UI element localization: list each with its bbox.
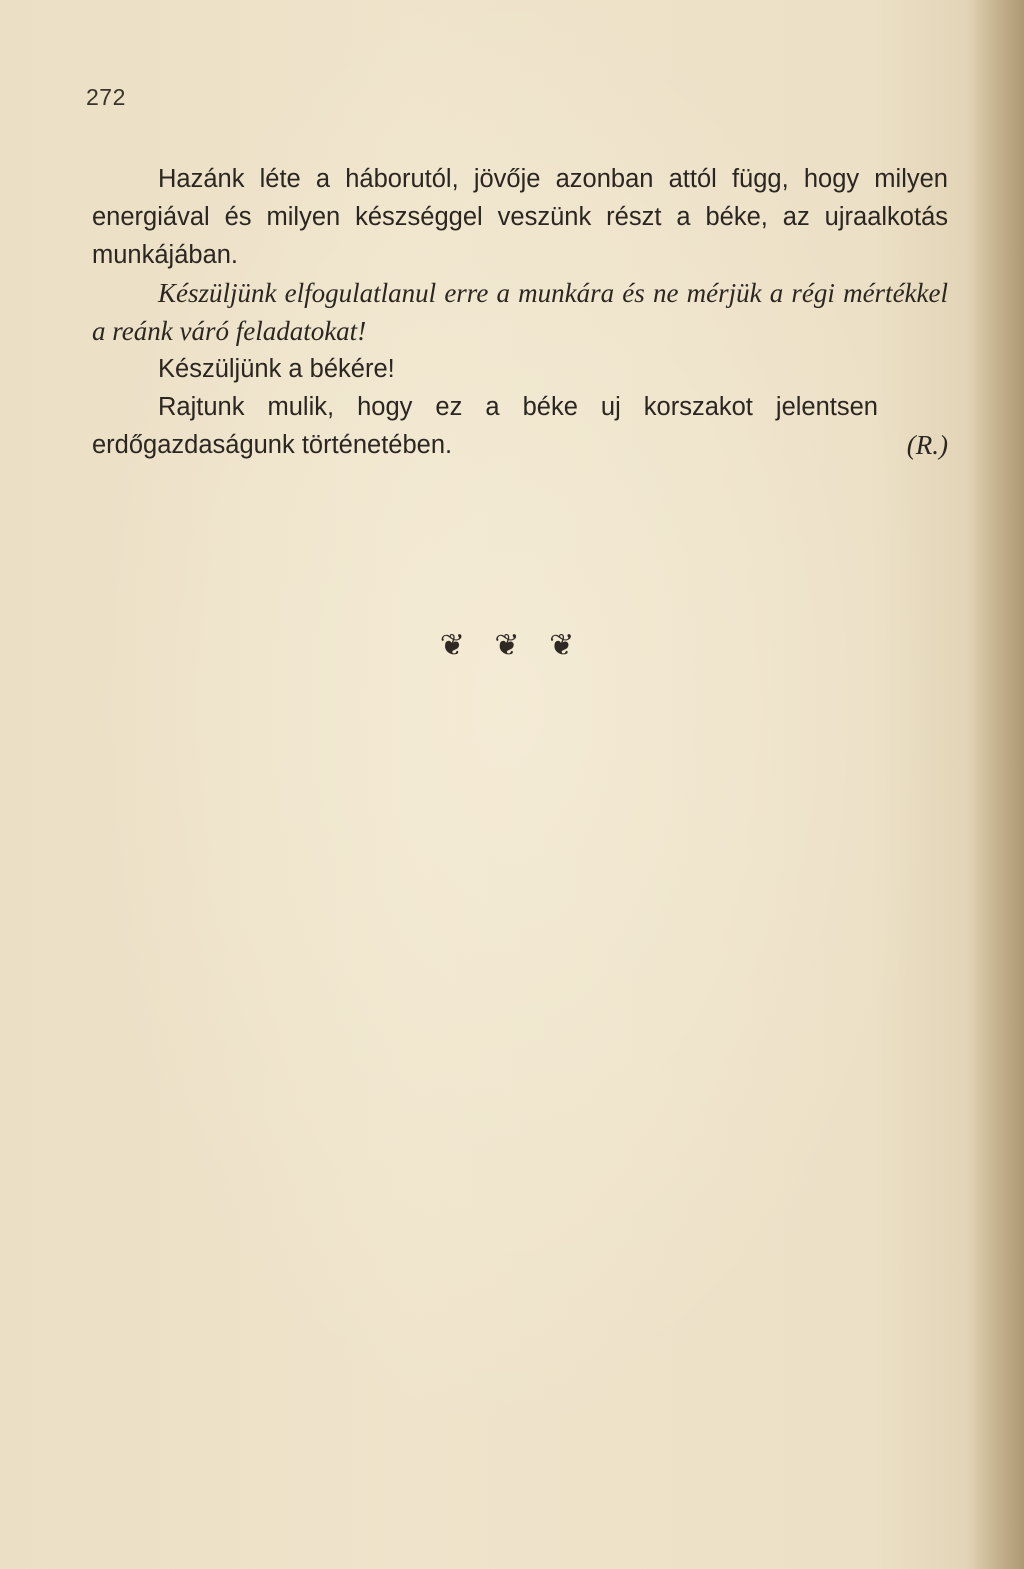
closing-paragraph-wrap — [92, 388, 948, 464]
page-edge-shadow — [966, 0, 1024, 1569]
paragraph-4: Rajtunk mulik, hogy ez a béke uj korszakot jelentsen erdőgazdaságunk történetében. — [92, 393, 878, 459]
paragraph-1: Hazánk léte a háborutól, jövője azonban attól függ, hogy milyen energiával és milyen készséggel veszünk részt a béke, az ujraalkotás munkájában. — [92, 165, 948, 269]
paragraph-3: Készüljünk a békére! — [158, 355, 395, 383]
author-signature: (R.) — [906, 430, 948, 460]
article-text — [92, 160, 948, 464]
paragraph-2-italic: Készüljünk elfogulatlanul erre a munkára és ne mérjük a régi mértékkel a reánk váró feladatokat! — [92, 278, 948, 346]
page-number: 272 — [86, 84, 126, 110]
ornament-divider-icon: ❦ ❦ ❦ — [439, 628, 585, 663]
